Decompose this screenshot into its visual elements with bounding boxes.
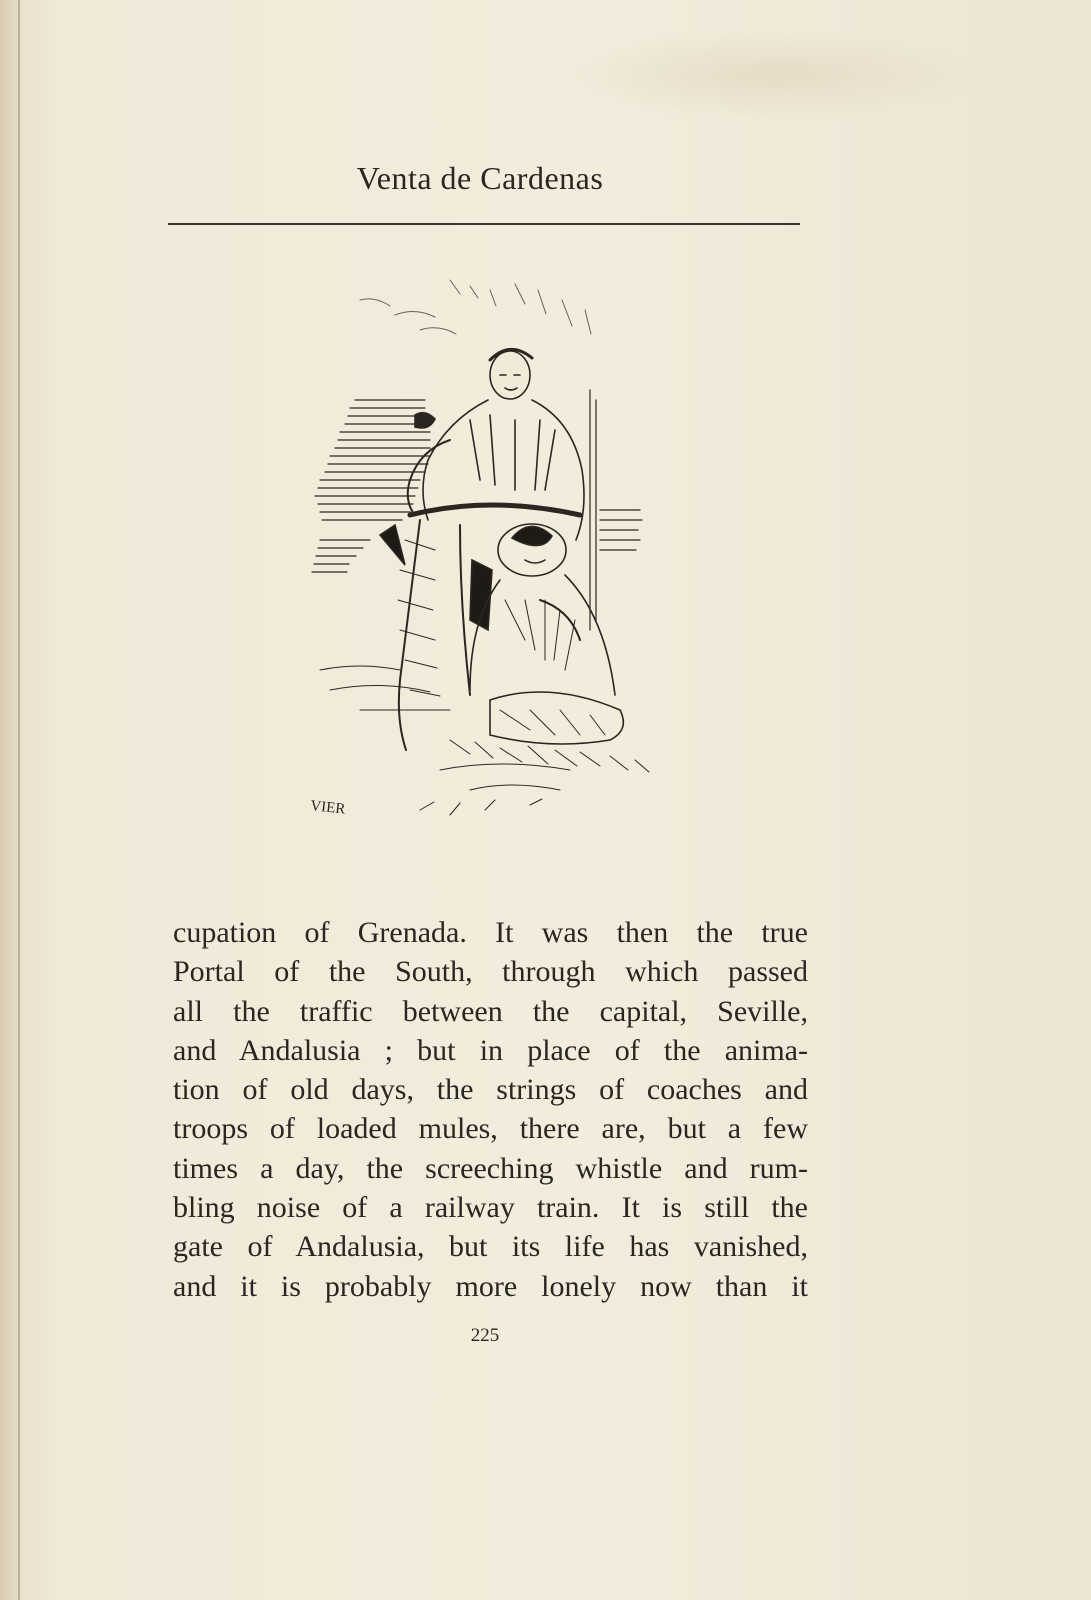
artist-signature: VIER xyxy=(309,798,347,818)
body-text xyxy=(173,913,808,1306)
text-line: Portal of the South, through which passed xyxy=(173,955,808,989)
running-head: Venta de Cardenas xyxy=(356,160,604,196)
text-line: all the traffic between the capital, Seville, xyxy=(173,994,808,1028)
seated-figure xyxy=(470,524,623,744)
text-line: tion of old days, the strings of coaches and xyxy=(173,1073,808,1107)
door-frame xyxy=(590,390,642,630)
page-number: 225 xyxy=(470,1325,500,1346)
paper-stain xyxy=(560,30,980,120)
standing-figure xyxy=(380,349,584,750)
sky-hatching xyxy=(360,280,591,334)
text-line: cupation of Grenada. It was then the true xyxy=(173,916,808,949)
text-line: times a day, the screeching whistle and rum- xyxy=(173,1151,808,1185)
text-line: and it is probably more lonely now than it xyxy=(173,1269,808,1303)
pen-sketch-illustration xyxy=(300,270,680,860)
ground-hatching xyxy=(320,666,649,815)
text-line: and Andalusia ; but in place of the anima- xyxy=(173,1033,808,1067)
text-line: gate of Andalusia, but its life has vanished, xyxy=(173,1230,808,1264)
text-line: bling noise of a railway train. It is still the xyxy=(173,1191,808,1225)
page-gutter-edge xyxy=(18,0,20,1600)
header-rule xyxy=(168,223,800,225)
wall-shading xyxy=(312,400,430,572)
text-line: troops of loaded mules, there are, but a few xyxy=(173,1112,808,1146)
